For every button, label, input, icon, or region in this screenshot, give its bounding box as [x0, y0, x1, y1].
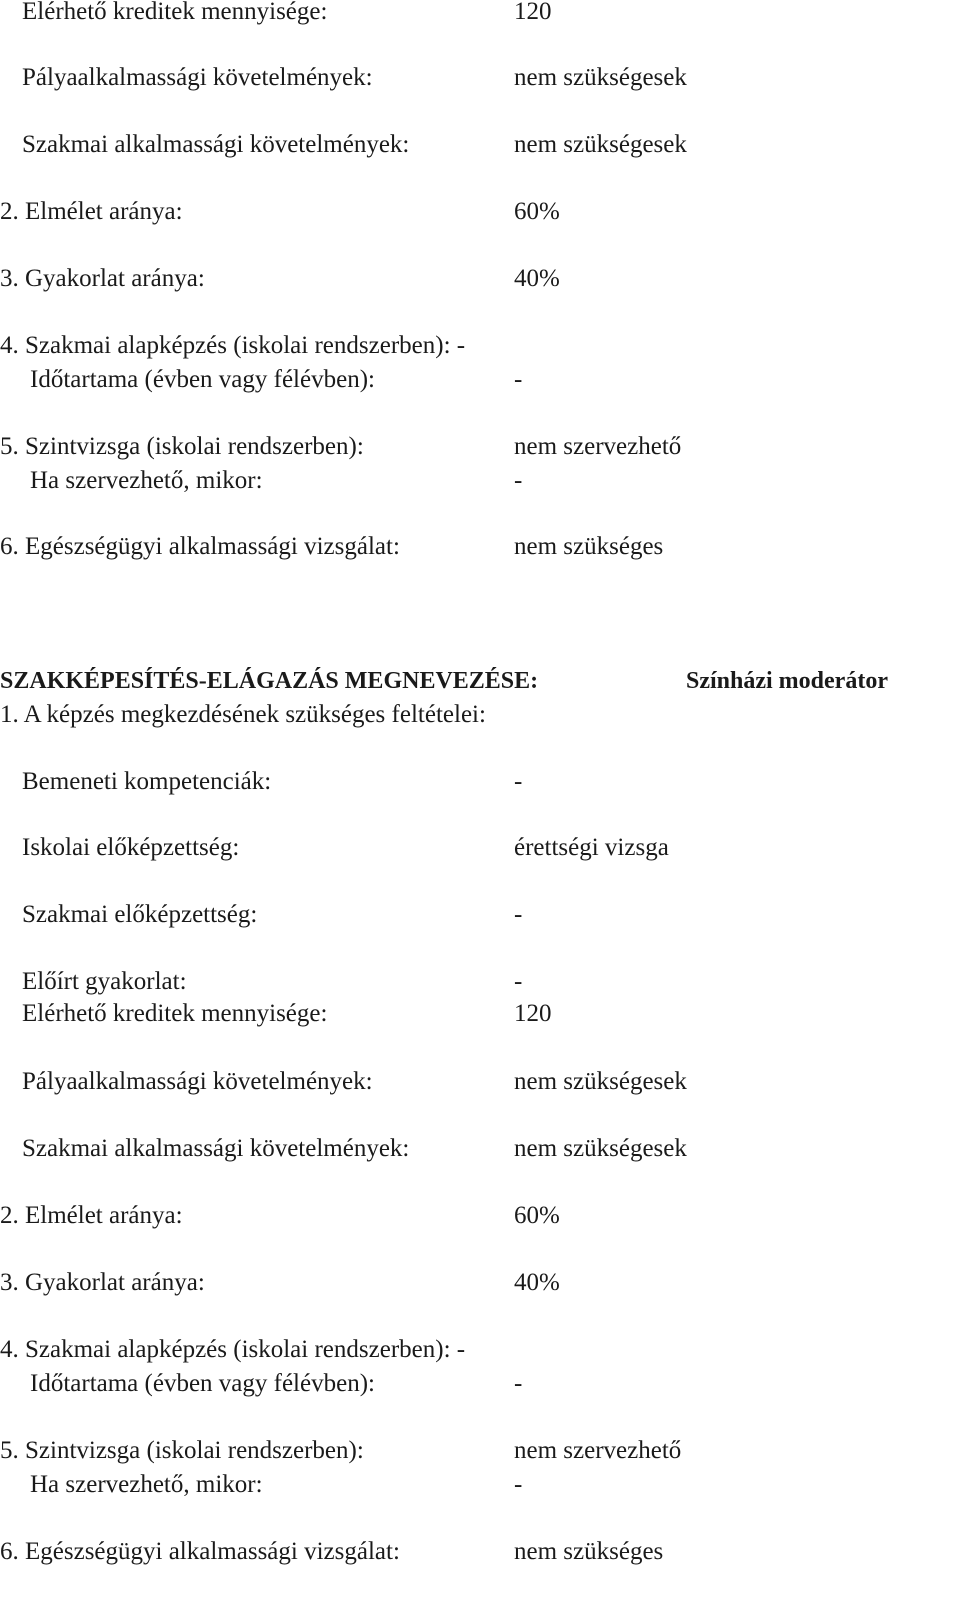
basic-training-row-2	[0, 1334, 960, 1366]
branch-heading-name: Színházi moderátor	[686, 668, 888, 694]
practice-ratio-value-2: 40%	[514, 1269, 560, 1296]
career-requirements-label-2: Pályaalkalmassági követelmények:	[22, 1068, 373, 1095]
practice-ratio-row-2	[0, 1267, 960, 1299]
when-row-2	[0, 1469, 960, 1501]
school-education-label: Iskolai előképzettség:	[22, 834, 240, 861]
theory-ratio-label: 2. Elmélet aránya:	[0, 198, 183, 225]
when-value-2: -	[514, 1471, 523, 1498]
when-value: -	[514, 467, 523, 494]
professional-requirements-row	[0, 129, 960, 161]
prerequisites-label: 1. A képzés megkezdésének szükséges feltételei:	[0, 701, 486, 728]
health-exam-value: nem szükséges	[514, 533, 664, 560]
required-practice-row	[0, 966, 960, 998]
credits-row-2	[0, 998, 960, 1030]
entry-competencies-label: Bemeneti kompetenciák:	[22, 768, 272, 795]
professional-prior-value: -	[514, 901, 523, 928]
professional-prior-label: Szakmai előképzettség:	[22, 901, 258, 928]
credits-value: 120	[514, 0, 552, 25]
entry-competencies-row	[0, 766, 960, 798]
level-exam-value-2: nem szervezhető	[514, 1437, 682, 1464]
required-practice-label: Előírt gyakorlat:	[22, 968, 187, 995]
level-exam-row	[0, 431, 960, 463]
when-row	[0, 465, 960, 497]
duration-row	[0, 364, 960, 396]
theory-ratio-value: 60%	[514, 198, 560, 225]
prerequisites-row	[0, 699, 960, 731]
duration-value: -	[514, 366, 523, 393]
health-exam-label: 6. Egészségügyi alkalmassági vizsgálat:	[0, 533, 400, 560]
professional-requirements-label: Szakmai alkalmassági követelmények:	[22, 131, 410, 158]
required-practice-value: -	[514, 968, 523, 995]
career-requirements-row-2	[0, 1066, 960, 1098]
professional-prior-row	[0, 899, 960, 931]
health-exam-row-2	[0, 1536, 960, 1568]
practice-ratio-value: 40%	[514, 265, 560, 292]
health-exam-value-2: nem szükséges	[514, 1538, 664, 1565]
career-requirements-value-2: nem szükségesek	[514, 1068, 687, 1095]
career-requirements-value: nem szükségesek	[514, 64, 687, 91]
credits-label: Elérhető kreditek mennyisége:	[22, 0, 328, 25]
entry-competencies-value: -	[514, 768, 523, 795]
health-exam-label-2: 6. Egészségügyi alkalmassági vizsgálat:	[0, 1538, 400, 1565]
when-label: Ha szervezhető, mikor:	[30, 467, 263, 494]
career-requirements-label: Pályaalkalmassági követelmények:	[22, 64, 373, 91]
duration-label-2: Időtartama (évben vagy félévben):	[30, 1370, 375, 1397]
practice-ratio-label: 3. Gyakorlat aránya:	[0, 265, 205, 292]
when-label-2: Ha szervezhető, mikor:	[30, 1471, 263, 1498]
professional-requirements-value-2: nem szükségesek	[514, 1135, 687, 1162]
practice-ratio-row	[0, 263, 960, 295]
theory-ratio-value-2: 60%	[514, 1202, 560, 1229]
theory-ratio-row	[0, 196, 960, 228]
practice-ratio-label-2: 3. Gyakorlat aránya:	[0, 1269, 205, 1296]
duration-value-2: -	[514, 1370, 523, 1397]
health-exam-row	[0, 531, 960, 563]
credits-value-2: 120	[514, 1000, 552, 1027]
level-exam-label: 5. Szintvizsga (iskolai rendszerben):	[0, 433, 364, 460]
professional-requirements-value: nem szükségesek	[514, 131, 687, 158]
school-education-row	[0, 832, 960, 864]
basic-training-row	[0, 330, 960, 362]
level-exam-row-2	[0, 1435, 960, 1467]
level-exam-label-2: 5. Szintvizsga (iskolai rendszerben):	[0, 1437, 364, 1464]
credits-label-2: Elérhető kreditek mennyisége:	[22, 1000, 328, 1027]
level-exam-value: nem szervezhető	[514, 433, 682, 460]
theory-ratio-label-2: 2. Elmélet aránya:	[0, 1202, 183, 1229]
branch-heading	[0, 664, 960, 698]
career-requirements-row	[0, 62, 960, 94]
school-education-value: érettségi vizsga	[514, 834, 669, 861]
professional-requirements-label-2: Szakmai alkalmassági követelmények:	[22, 1135, 410, 1162]
duration-label: Időtartama (évben vagy félévben):	[30, 366, 375, 393]
basic-training-label-2: 4. Szakmai alapképzés (iskolai rendszerben): -	[0, 1336, 466, 1363]
branch-heading-label: SZAKKÉPESÍTÉS-ELÁGAZÁS MEGNEVEZÉSE:	[0, 668, 539, 694]
professional-requirements-row-2	[0, 1133, 960, 1165]
duration-row-2	[0, 1368, 960, 1400]
credits-row	[0, 0, 960, 28]
basic-training-label: 4. Szakmai alapképzés (iskolai rendszerben): -	[0, 332, 466, 359]
theory-ratio-row-2	[0, 1200, 960, 1232]
